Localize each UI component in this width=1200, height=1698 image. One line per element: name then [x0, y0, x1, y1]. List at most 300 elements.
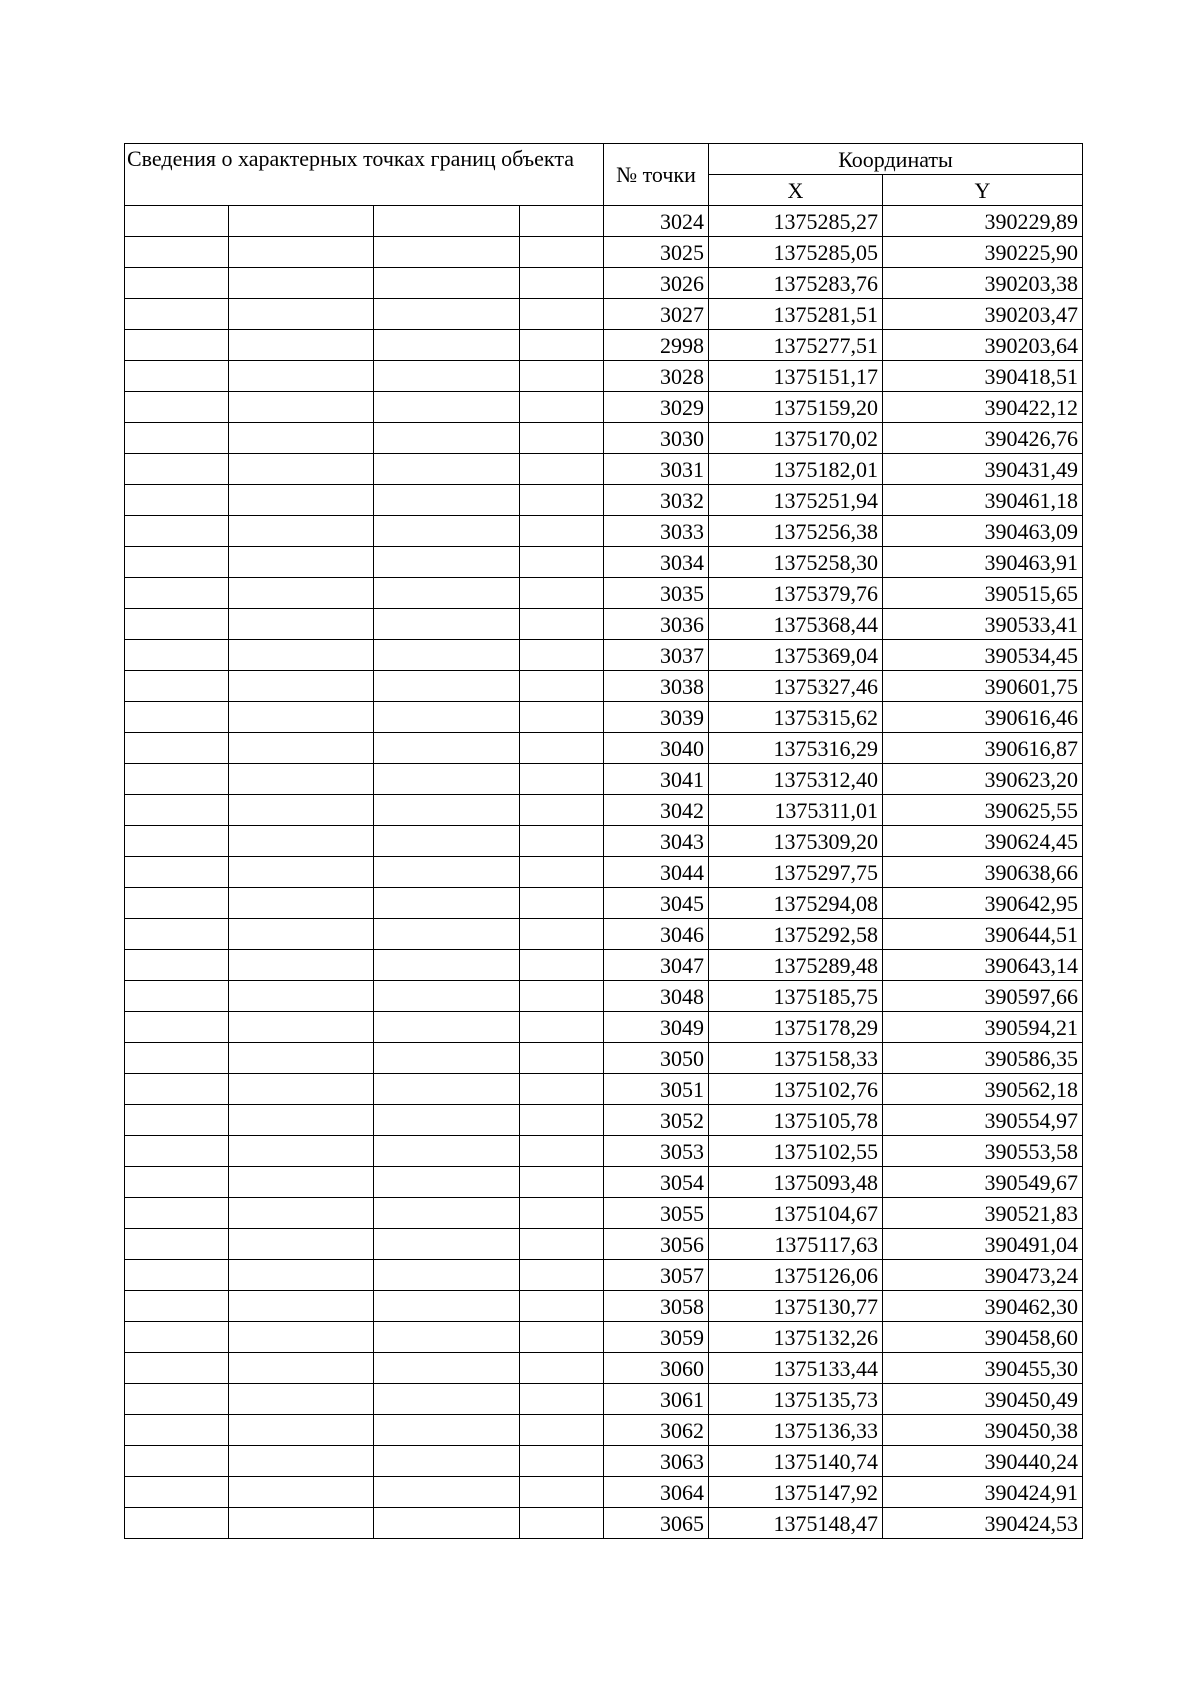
coordinates-header: Координаты — [709, 144, 1083, 175]
empty-cell — [374, 1322, 520, 1353]
y-coordinate-cell: 390624,45 — [883, 826, 1083, 857]
empty-cell — [125, 888, 229, 919]
x-coordinate-cell: 1375292,58 — [709, 919, 883, 950]
empty-cell — [229, 1477, 374, 1508]
point-number-cell: 3036 — [604, 609, 709, 640]
y-coordinate-cell: 390462,30 — [883, 1291, 1083, 1322]
empty-cell — [520, 1353, 604, 1384]
coordinates-table — [124, 143, 1083, 1539]
empty-cell — [520, 454, 604, 485]
empty-cell — [520, 1136, 604, 1167]
empty-cell — [520, 950, 604, 981]
empty-cell — [520, 1477, 604, 1508]
table-row — [125, 857, 1083, 888]
y-coordinate-cell: 390554,97 — [883, 1105, 1083, 1136]
point-number-cell: 3062 — [604, 1415, 709, 1446]
empty-cell — [374, 237, 520, 268]
empty-cell — [229, 826, 374, 857]
point-number-cell: 3041 — [604, 764, 709, 795]
empty-cell — [125, 1353, 229, 1384]
empty-cell — [125, 1260, 229, 1291]
empty-cell — [125, 299, 229, 330]
empty-cell — [229, 1260, 374, 1291]
table-row — [125, 1260, 1083, 1291]
x-coordinate-cell: 1375185,75 — [709, 981, 883, 1012]
table-row — [125, 1074, 1083, 1105]
empty-cell — [229, 578, 374, 609]
empty-cell — [125, 485, 229, 516]
table-row — [125, 485, 1083, 516]
point-number-cell: 3047 — [604, 950, 709, 981]
point-number-cell: 3049 — [604, 1012, 709, 1043]
empty-cell — [520, 330, 604, 361]
y-coordinate-cell: 390586,35 — [883, 1043, 1083, 1074]
y-coordinate-cell: 390455,30 — [883, 1353, 1083, 1384]
empty-cell — [125, 609, 229, 640]
empty-cell — [374, 888, 520, 919]
point-number-cell: 3054 — [604, 1167, 709, 1198]
table-row — [125, 981, 1083, 1012]
x-coordinate-cell: 1375104,67 — [709, 1198, 883, 1229]
empty-cell — [374, 950, 520, 981]
empty-cell — [374, 919, 520, 950]
y-coordinate-cell: 390533,41 — [883, 609, 1083, 640]
empty-cell — [125, 671, 229, 702]
empty-cell — [520, 206, 604, 237]
y-coordinate-cell: 390424,91 — [883, 1477, 1083, 1508]
empty-cell — [520, 392, 604, 423]
empty-cell — [520, 1322, 604, 1353]
y-coordinate-cell: 390463,91 — [883, 547, 1083, 578]
empty-cell — [125, 764, 229, 795]
empty-cell — [520, 361, 604, 392]
empty-cell — [520, 640, 604, 671]
empty-cell — [374, 609, 520, 640]
point-number-cell: 3050 — [604, 1043, 709, 1074]
x-coordinate-cell: 1375369,04 — [709, 640, 883, 671]
point-number-cell: 3056 — [604, 1229, 709, 1260]
empty-cell — [125, 1291, 229, 1322]
y-coordinate-cell: 390534,45 — [883, 640, 1083, 671]
empty-cell — [229, 454, 374, 485]
empty-cell — [229, 1105, 374, 1136]
empty-cell — [229, 237, 374, 268]
x-coordinate-cell: 1375285,05 — [709, 237, 883, 268]
x-coordinate-cell: 1375140,74 — [709, 1446, 883, 1477]
empty-cell — [374, 1167, 520, 1198]
y-coordinate-cell: 390458,60 — [883, 1322, 1083, 1353]
x-column-header: X — [709, 175, 883, 206]
table-row — [125, 609, 1083, 640]
empty-cell — [125, 237, 229, 268]
empty-cell — [520, 1446, 604, 1477]
empty-cell — [125, 1446, 229, 1477]
x-coordinate-cell: 1375312,40 — [709, 764, 883, 795]
x-coordinate-cell: 1375102,76 — [709, 1074, 883, 1105]
x-coordinate-cell: 1375158,33 — [709, 1043, 883, 1074]
empty-cell — [229, 268, 374, 299]
point-number-cell: 3046 — [604, 919, 709, 950]
y-coordinate-cell: 390229,89 — [883, 206, 1083, 237]
empty-cell — [520, 1229, 604, 1260]
point-number-cell: 3058 — [604, 1291, 709, 1322]
y-coordinate-cell: 390597,66 — [883, 981, 1083, 1012]
table-row — [125, 299, 1083, 330]
point-number-cell: 3052 — [604, 1105, 709, 1136]
empty-cell — [125, 733, 229, 764]
empty-cell — [229, 1353, 374, 1384]
y-coordinate-cell: 390642,95 — [883, 888, 1083, 919]
empty-cell — [229, 795, 374, 826]
point-number-cell: 2998 — [604, 330, 709, 361]
empty-cell — [520, 857, 604, 888]
table-row — [125, 330, 1083, 361]
y-coordinate-cell: 390431,49 — [883, 454, 1083, 485]
x-coordinate-cell: 1375133,44 — [709, 1353, 883, 1384]
table-row — [125, 764, 1083, 795]
point-number-cell: 3035 — [604, 578, 709, 609]
y-coordinate-cell: 390562,18 — [883, 1074, 1083, 1105]
y-coordinate-cell: 390549,67 — [883, 1167, 1083, 1198]
empty-cell — [374, 795, 520, 826]
empty-cell — [374, 1198, 520, 1229]
x-coordinate-cell: 1375368,44 — [709, 609, 883, 640]
y-coordinate-cell: 390521,83 — [883, 1198, 1083, 1229]
empty-cell — [229, 1167, 374, 1198]
y-coordinate-cell: 390463,09 — [883, 516, 1083, 547]
empty-cell — [125, 454, 229, 485]
empty-cell — [229, 1012, 374, 1043]
y-coordinate-cell: 390203,38 — [883, 268, 1083, 299]
empty-cell — [229, 1415, 374, 1446]
table-row — [125, 1043, 1083, 1074]
empty-cell — [374, 1105, 520, 1136]
empty-cell — [374, 640, 520, 671]
x-coordinate-cell: 1375327,46 — [709, 671, 883, 702]
y-coordinate-cell: 390625,55 — [883, 795, 1083, 826]
point-number-cell: 3057 — [604, 1260, 709, 1291]
point-number-cell: 3031 — [604, 454, 709, 485]
point-number-cell: 3053 — [604, 1136, 709, 1167]
empty-cell — [125, 1322, 229, 1353]
table-row — [125, 392, 1083, 423]
empty-cell — [374, 981, 520, 1012]
empty-cell — [125, 330, 229, 361]
header-row-1 — [125, 144, 1083, 175]
empty-cell — [374, 826, 520, 857]
table-row — [125, 237, 1083, 268]
point-number-cell: 3039 — [604, 702, 709, 733]
table-row — [125, 919, 1083, 950]
table-row — [125, 640, 1083, 671]
x-coordinate-cell: 1375311,01 — [709, 795, 883, 826]
empty-cell — [520, 671, 604, 702]
x-coordinate-cell: 1375251,94 — [709, 485, 883, 516]
empty-cell — [125, 392, 229, 423]
empty-cell — [374, 1074, 520, 1105]
empty-cell — [520, 237, 604, 268]
point-number-cell: 3032 — [604, 485, 709, 516]
x-coordinate-cell: 1375102,55 — [709, 1136, 883, 1167]
empty-cell — [520, 702, 604, 733]
boundary-points-info-header: Сведения о характерных точках границ объекта — [125, 144, 604, 206]
table-row — [125, 1229, 1083, 1260]
empty-cell — [374, 1136, 520, 1167]
empty-cell — [374, 516, 520, 547]
x-coordinate-cell: 1375258,30 — [709, 547, 883, 578]
table-row — [125, 547, 1083, 578]
point-number-cell: 3063 — [604, 1446, 709, 1477]
empty-cell — [374, 547, 520, 578]
table-row — [125, 826, 1083, 857]
empty-cell — [520, 919, 604, 950]
table-row — [125, 454, 1083, 485]
x-coordinate-cell: 1375151,17 — [709, 361, 883, 392]
point-number-cell: 3048 — [604, 981, 709, 1012]
empty-cell — [520, 423, 604, 454]
empty-cell — [374, 1260, 520, 1291]
x-coordinate-cell: 1375170,02 — [709, 423, 883, 454]
empty-cell — [374, 1384, 520, 1415]
point-number-cell: 3038 — [604, 671, 709, 702]
table-row — [125, 1353, 1083, 1384]
point-number-cell: 3028 — [604, 361, 709, 392]
y-coordinate-cell: 390450,49 — [883, 1384, 1083, 1415]
table-row — [125, 1322, 1083, 1353]
point-number-cell: 3034 — [604, 547, 709, 578]
empty-cell — [229, 857, 374, 888]
y-coordinate-cell: 390424,53 — [883, 1508, 1083, 1539]
x-coordinate-cell: 1375285,27 — [709, 206, 883, 237]
empty-cell — [125, 1415, 229, 1446]
empty-cell — [229, 1508, 374, 1539]
point-number-cell: 3025 — [604, 237, 709, 268]
y-coordinate-cell: 390553,58 — [883, 1136, 1083, 1167]
x-coordinate-cell: 1375126,06 — [709, 1260, 883, 1291]
point-number-cell: 3029 — [604, 392, 709, 423]
table-row — [125, 1198, 1083, 1229]
empty-cell — [229, 671, 374, 702]
empty-cell — [125, 361, 229, 392]
y-coordinate-cell: 390450,38 — [883, 1415, 1083, 1446]
empty-cell — [229, 981, 374, 1012]
empty-cell — [229, 1074, 374, 1105]
table-row — [125, 733, 1083, 764]
empty-cell — [229, 423, 374, 454]
empty-cell — [125, 206, 229, 237]
empty-cell — [520, 268, 604, 299]
empty-cell — [374, 1446, 520, 1477]
empty-cell — [229, 733, 374, 764]
empty-cell — [520, 1043, 604, 1074]
empty-cell — [374, 702, 520, 733]
empty-cell — [374, 733, 520, 764]
empty-cell — [125, 1477, 229, 1508]
empty-cell — [374, 361, 520, 392]
empty-cell — [374, 1229, 520, 1260]
empty-cell — [520, 1198, 604, 1229]
empty-cell — [229, 392, 374, 423]
empty-cell — [125, 981, 229, 1012]
x-coordinate-cell: 1375289,48 — [709, 950, 883, 981]
x-coordinate-cell: 1375147,92 — [709, 1477, 883, 1508]
empty-cell — [229, 361, 374, 392]
empty-cell — [520, 609, 604, 640]
x-coordinate-cell: 1375132,26 — [709, 1322, 883, 1353]
x-coordinate-cell: 1375297,75 — [709, 857, 883, 888]
y-coordinate-cell: 390426,76 — [883, 423, 1083, 454]
empty-cell — [125, 516, 229, 547]
empty-cell — [229, 1043, 374, 1074]
y-coordinate-cell: 390515,65 — [883, 578, 1083, 609]
empty-cell — [520, 888, 604, 919]
empty-cell — [520, 795, 604, 826]
x-coordinate-cell: 1375315,62 — [709, 702, 883, 733]
table-row — [125, 950, 1083, 981]
empty-cell — [229, 950, 374, 981]
point-number-cell: 3055 — [604, 1198, 709, 1229]
y-coordinate-cell: 390594,21 — [883, 1012, 1083, 1043]
empty-cell — [125, 1198, 229, 1229]
empty-cell — [229, 1136, 374, 1167]
empty-cell — [520, 1105, 604, 1136]
y-coordinate-cell: 390203,47 — [883, 299, 1083, 330]
table-row — [125, 1446, 1083, 1477]
empty-cell — [125, 578, 229, 609]
empty-cell — [229, 640, 374, 671]
table-row — [125, 1291, 1083, 1322]
empty-cell — [125, 826, 229, 857]
x-coordinate-cell: 1375148,47 — [709, 1508, 883, 1539]
empty-cell — [374, 423, 520, 454]
empty-cell — [125, 950, 229, 981]
empty-cell — [520, 516, 604, 547]
empty-cell — [520, 1291, 604, 1322]
y-coordinate-cell: 390461,18 — [883, 485, 1083, 516]
point-number-cell: 3026 — [604, 268, 709, 299]
x-coordinate-cell: 1375283,76 — [709, 268, 883, 299]
empty-cell — [229, 888, 374, 919]
empty-cell — [374, 268, 520, 299]
empty-cell — [229, 330, 374, 361]
empty-cell — [520, 1508, 604, 1539]
empty-cell — [520, 981, 604, 1012]
empty-cell — [125, 1074, 229, 1105]
point-number-cell: 3042 — [604, 795, 709, 826]
empty-cell — [125, 547, 229, 578]
empty-cell — [229, 1229, 374, 1260]
x-coordinate-cell: 1375117,63 — [709, 1229, 883, 1260]
empty-cell — [520, 1074, 604, 1105]
y-coordinate-cell: 390473,24 — [883, 1260, 1083, 1291]
table-row — [125, 1012, 1083, 1043]
y-coordinate-cell: 390225,90 — [883, 237, 1083, 268]
point-number-cell: 3024 — [604, 206, 709, 237]
empty-cell — [125, 1105, 229, 1136]
y-coordinate-cell: 390616,46 — [883, 702, 1083, 733]
empty-cell — [520, 1012, 604, 1043]
empty-cell — [520, 1260, 604, 1291]
empty-cell — [125, 1136, 229, 1167]
point-number-cell: 3033 — [604, 516, 709, 547]
x-coordinate-cell: 1375105,78 — [709, 1105, 883, 1136]
x-coordinate-cell: 1375379,76 — [709, 578, 883, 609]
empty-cell — [229, 1384, 374, 1415]
empty-cell — [374, 764, 520, 795]
empty-cell — [229, 485, 374, 516]
point-number-cell: 3030 — [604, 423, 709, 454]
x-coordinate-cell: 1375256,38 — [709, 516, 883, 547]
table-row — [125, 206, 1083, 237]
x-coordinate-cell: 1375309,20 — [709, 826, 883, 857]
empty-cell — [125, 857, 229, 888]
point-number-cell: 3044 — [604, 857, 709, 888]
point-number-cell: 3051 — [604, 1074, 709, 1105]
table-row — [125, 1105, 1083, 1136]
empty-cell — [520, 1384, 604, 1415]
empty-cell — [374, 857, 520, 888]
x-coordinate-cell: 1375130,77 — [709, 1291, 883, 1322]
empty-cell — [125, 1167, 229, 1198]
table-row — [125, 1415, 1083, 1446]
empty-cell — [229, 1198, 374, 1229]
table-row — [125, 516, 1083, 547]
empty-cell — [229, 919, 374, 950]
empty-cell — [125, 268, 229, 299]
empty-cell — [374, 299, 520, 330]
empty-cell — [374, 1291, 520, 1322]
empty-cell — [229, 702, 374, 733]
empty-cell — [374, 1353, 520, 1384]
empty-cell — [374, 1477, 520, 1508]
table-row — [125, 1508, 1083, 1539]
empty-cell — [520, 1167, 604, 1198]
empty-cell — [520, 578, 604, 609]
empty-cell — [374, 392, 520, 423]
empty-cell — [374, 1508, 520, 1539]
empty-cell — [229, 609, 374, 640]
y-coordinate-cell: 390616,87 — [883, 733, 1083, 764]
empty-cell — [520, 764, 604, 795]
table-row — [125, 671, 1083, 702]
empty-cell — [374, 1043, 520, 1074]
empty-cell — [125, 423, 229, 454]
y-coordinate-cell: 390638,66 — [883, 857, 1083, 888]
empty-cell — [229, 547, 374, 578]
empty-cell — [374, 1415, 520, 1446]
x-coordinate-cell: 1375136,33 — [709, 1415, 883, 1446]
empty-cell — [125, 702, 229, 733]
empty-cell — [374, 578, 520, 609]
x-coordinate-cell: 1375178,29 — [709, 1012, 883, 1043]
empty-cell — [520, 547, 604, 578]
empty-cell — [520, 299, 604, 330]
y-coordinate-cell: 390601,75 — [883, 671, 1083, 702]
empty-cell — [374, 1012, 520, 1043]
y-coordinate-cell: 390418,51 — [883, 361, 1083, 392]
empty-cell — [125, 640, 229, 671]
point-number-cell: 3060 — [604, 1353, 709, 1384]
table-row — [125, 578, 1083, 609]
empty-cell — [125, 795, 229, 826]
x-coordinate-cell: 1375135,73 — [709, 1384, 883, 1415]
empty-cell — [374, 454, 520, 485]
empty-cell — [229, 1446, 374, 1477]
y-coordinate-cell: 390422,12 — [883, 392, 1083, 423]
empty-cell — [520, 733, 604, 764]
empty-cell — [229, 516, 374, 547]
table-row — [125, 702, 1083, 733]
